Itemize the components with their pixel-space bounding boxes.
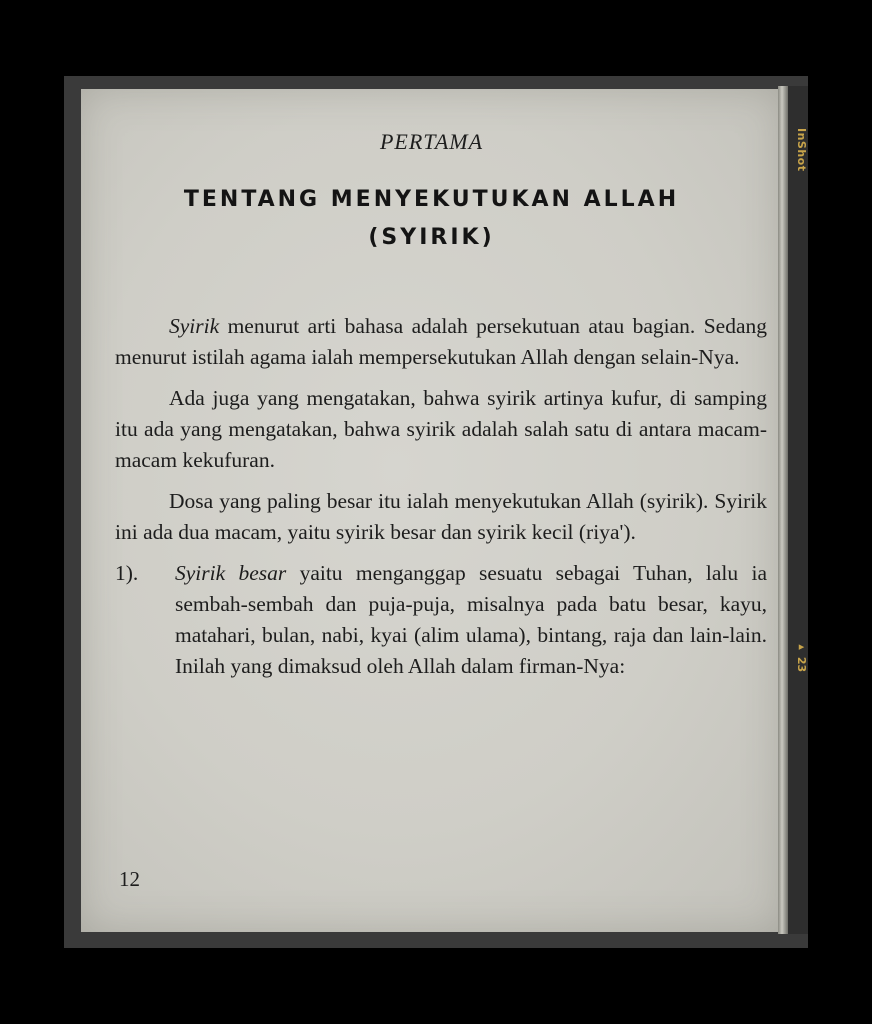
list-item-1-text: yaitu menganggap sesuatu sebagai Tuhan, lalu ia sembah-sembah dan puja-puja, misalnya pada batu besar, kayu, matahari, bulan, nabi, kyai (alim ulama), bintang, raja dan lain-lain. Inilah yang dimaksud oleh Allah dalam firman-Nya: [175, 561, 767, 678]
term-syirik-besar: Syirik besar [175, 561, 287, 585]
paragraph-1-text: menurut arti bahasa adalah persekutuan atau bagian. Sedang menurut istilah agama ialah mempersekutukan Allah dengan selain-Nya. [115, 314, 767, 369]
side-marker: ▸ 23 [795, 640, 808, 673]
chapter-title-line-1: TENTANG MENYEKUTUKAN ALLAH [183, 187, 680, 212]
list-item-number: 1). [115, 561, 139, 585]
book-page [81, 89, 782, 932]
page-number: 12 [119, 867, 140, 891]
chapter-title-line-2: (SYIRIK) [368, 225, 495, 250]
inshot-watermark: InShot [795, 128, 808, 172]
term-syirik: Syirik [169, 314, 220, 338]
paragraph-3: Dosa yang paling besar itu ialah menyekutukan Allah (syirik). Syirik ini ada dua macam, yaitu syirik besar dan syirik kecil (riya'). [115, 489, 767, 544]
paragraph-1 [115, 311, 767, 373]
side-strip [788, 86, 808, 934]
paragraph-2: Ada juga yang mengatakan, bahwa syirik artinya kufur, di samping itu ada yang mengatakan, bahwa syirik adalah salah satu di antara macam-macam kekufuran. [115, 386, 767, 472]
page-edge [778, 86, 788, 934]
chapter-title [81, 181, 782, 257]
chapter-kicker: PERTAMA [379, 129, 484, 154]
body-text [115, 311, 767, 682]
list-item-1 [115, 558, 767, 682]
